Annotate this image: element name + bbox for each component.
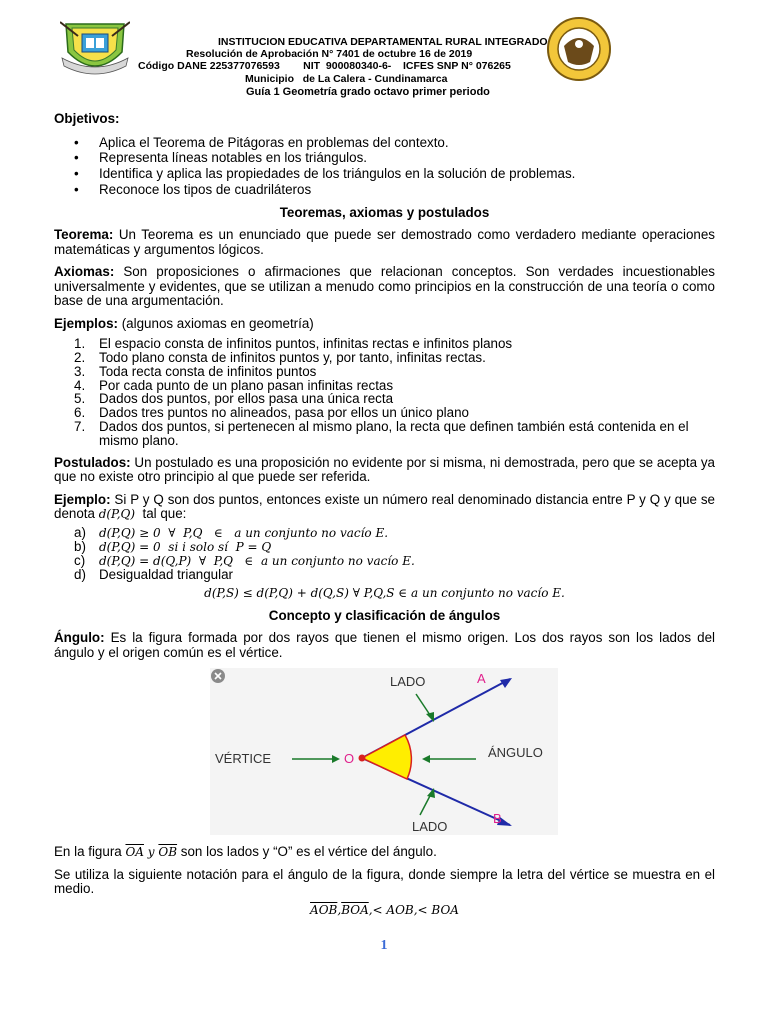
axiomas-paragraph — [54, 265, 715, 309]
ejemplos-paragraph — [54, 317, 715, 332]
ejemplos-label: Ejemplos: — [54, 315, 118, 331]
section-title-teoremas: Teoremas, axiomas y postulados — [279, 204, 490, 220]
document-header — [0, 0, 768, 110]
postulados-label: Postulados: — [54, 454, 131, 470]
list-item: 1. El espacio consta de infinitos puntos, infinitas rectas e infinitos planos — [74, 336, 513, 352]
label-point-o: O — [344, 751, 355, 767]
postulados-text: Un postulado es una proposición no evidente por si misma, ni demostrada, pero que se acepta ya que no existe otro principio al que puede ser referida. — [54, 454, 715, 485]
school-seal-right — [546, 16, 612, 82]
list-item: c) d(P,Q) = d(Q,P) ∀ P,Q ∈ a un conjunto no vacío E. — [74, 552, 415, 568]
page-number: 1 — [380, 938, 388, 953]
teorema-text: Un Teorema es un enunciado que puede ser demostrado como verdadero mediante operaciones matemáticas y argumentos lógicos. — [54, 227, 715, 257]
list-item: • Identifica y aplica las propiedades de los triángulos en la solución de problemas. — [54, 166, 715, 182]
postulados-paragraph — [54, 456, 715, 485]
angulo-paragraph — [54, 631, 715, 660]
list-item: • Representa líneas notables en los triángulos. — [54, 150, 715, 166]
vertex-point — [359, 755, 366, 762]
label-lado-bottom: LADO — [412, 819, 448, 835]
header-line-3: Código DANE 225377076593 NIT 900080340-6- ICFES SNP N° 076265 — [138, 60, 511, 72]
angle-figure — [210, 668, 558, 835]
label-point-b: B — [493, 811, 502, 827]
list-item: • Aplica el Teorema de Pitágoras en problemas del contexto. — [54, 135, 715, 151]
distance-notation: d(P,Q) — [98, 507, 136, 522]
ejemplo-paragraph: Ejemplo: Si P y Q son dos puntos, entonces existe un número real denominado distancia entre P y Q y que se denota d(P,Q) tal que: — [54, 491, 715, 522]
axiomas-label: Axiomas: — [54, 264, 115, 280]
teorema-label: Teorema: — [54, 227, 114, 243]
list-item: 4. Por cada punto de un plano pasan infinitas rectas — [74, 377, 394, 393]
header-line-4: Municipio de La Calera - Cundinamarca — [245, 73, 448, 85]
list-item: 5. Dados dos puntos, por ellos pasa una única recta — [74, 391, 394, 407]
distance-properties-list — [54, 526, 715, 583]
label-lado-top: LADO — [390, 674, 426, 690]
header-line-2: Resolución de Aprobación N° 7401 de octubre 16 de 2019 — [186, 48, 473, 60]
objectives-title: Objetivos: — [54, 111, 120, 126]
vector-ob: $\overline{OB}$ — [158, 845, 178, 860]
axioms-list — [54, 337, 715, 447]
school-logo-left — [60, 18, 130, 80]
header-line-1: INSTITUCION EDUCATIVA DEPARTAMENTAL RURAL INTEGRADO — [218, 36, 548, 48]
list-item: b) d(P,Q) = 0 si i solo sí P = Q — [74, 538, 272, 554]
label-vertice: VÉRTICE — [215, 751, 272, 767]
document-body — [54, 112, 715, 917]
vector-oa: $\overline{OA}$ — [125, 845, 144, 860]
list-item: a) d(P,Q) ≥ 0 ∀ P,Q ∈ a un conjunto no vacío E. — [74, 524, 389, 540]
angulo-label: Ángulo: — [54, 630, 105, 646]
ejemplo-label: Ejemplo: — [54, 491, 111, 507]
list-item: 3. Toda recta consta de infinitos puntos — [74, 363, 317, 379]
list-item: • Reconoce los tipos de cuadriláteros — [54, 182, 715, 198]
axiomas-text: Son proposiciones o afirmaciones que relacionan conceptos. Son verdades incuestionables universalmente y evidentes, que se utilizan a menudo como principios en la construcción de una teoría o como base de una argumentación. — [54, 264, 715, 309]
notation-paragraph: Se utiliza la siguiente notación para el ángulo de la figura, donde siempre la letra del vértice se muestra en el medio. — [54, 866, 715, 897]
list-item: 7. Dados dos puntos, si pertenecen al mismo plano, la recta que definen también está contenida en el mismo plano. — [74, 418, 689, 448]
objectives-list — [54, 135, 715, 198]
label-point-a: A — [477, 671, 486, 687]
angulo-text: Es la figura formada por dos rayos que tienen el mismo origen. Los dos rayos son los lados del ángulo y el origen común es el vértice. — [54, 630, 715, 660]
header-line-5: Guía 1 Geometría grado octavo primer periodo — [246, 86, 490, 98]
list-item: d) Desigualdad triangular — [74, 567, 233, 583]
label-angulo: ÁNGULO — [488, 745, 543, 761]
list-item: 6. Dados tres puntos no alineados, pasa por ellos un único plano — [74, 405, 469, 421]
ejemplos-text: (algunos axiomas en geometría) — [118, 315, 314, 331]
figure-caption: En la figura $\overline{OA}$ y $\overline{OB}$ son los lados y “O” es el vértice del ángulo. — [54, 844, 437, 860]
triangle-inequality-formula: d(P,S) ≤ d(P,Q) + d(Q,S) ∀ P,Q,S ∈ a un conjunto no vacío E. — [204, 586, 565, 601]
teorema-paragraph — [54, 228, 715, 257]
section-title-angulos: Concepto y clasificación de ángulos — [268, 607, 501, 623]
angle-notation: $\overline{AOB},\overline{BOA},< AOB,<$ BOA — [310, 902, 459, 917]
close-icon[interactable] — [211, 669, 225, 683]
list-item: 2. Todo plano consta de infinitos puntos y, por tanto, infinitas rectas. — [74, 349, 486, 365]
